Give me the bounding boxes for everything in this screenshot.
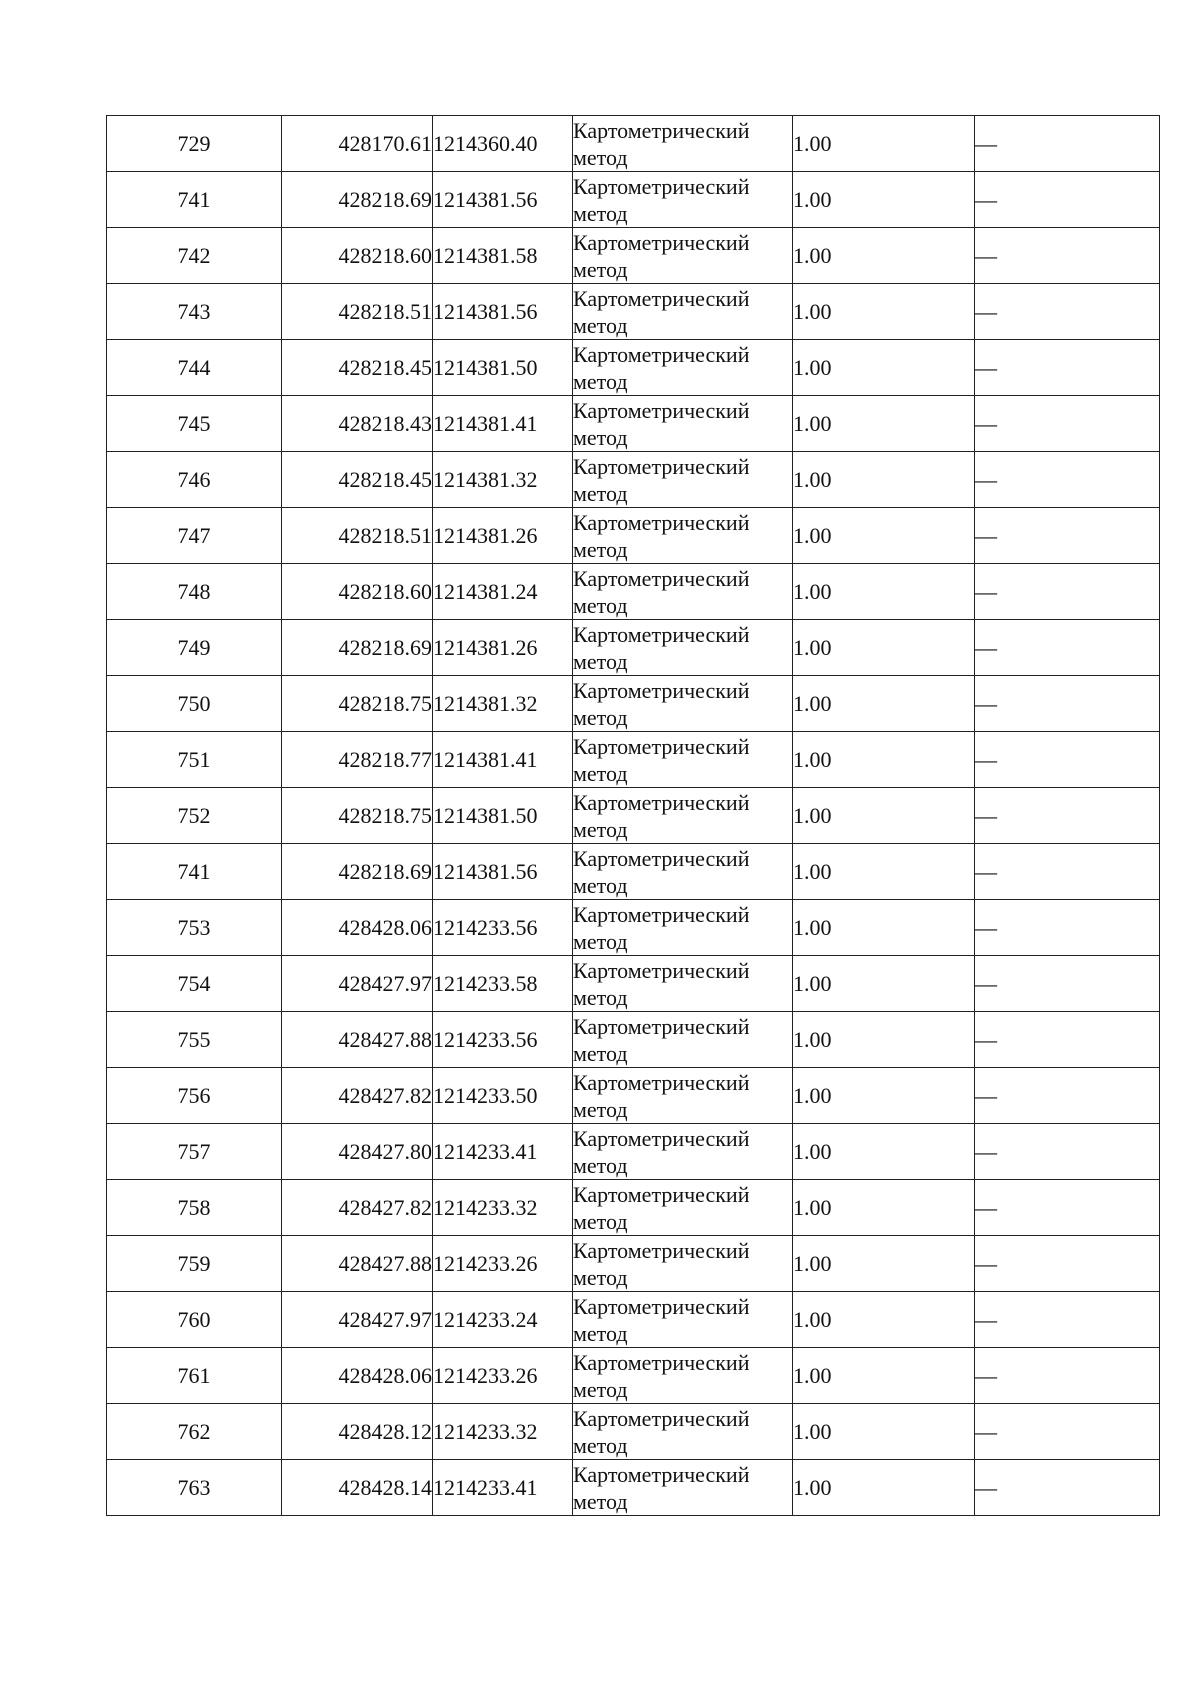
point-number-cell: 746 [107,452,282,508]
method-line-1: Картометрический [573,285,750,311]
y-coordinate-cell: 1214233.32 [433,1404,573,1460]
x-coordinate-cell: 428427.80 [282,1124,433,1180]
y-coordinate-cell: 1214381.24 [433,564,573,620]
dash-mark: — [975,523,997,548]
method-line-2: метод [573,312,628,338]
accuracy-cell: 1.00 [793,1180,975,1236]
description-cell [975,900,1160,956]
y-coordinate-cell: 1214381.41 [433,396,573,452]
method-line-1: Картометрический [573,453,750,479]
point-number-cell: 744 [107,340,282,396]
dash-mark: — [975,1195,997,1220]
accuracy-cell: 1.00 [793,956,975,1012]
table-row [107,1404,1160,1460]
accuracy-cell: 1.00 [793,1348,975,1404]
x-coordinate-cell: 428428.14 [282,1460,433,1516]
point-number-cell: 756 [107,1068,282,1124]
method-cell [573,1292,793,1348]
method-line-1: Картометрический [573,1125,750,1151]
point-number-cell: 755 [107,1012,282,1068]
y-coordinate-cell: 1214233.41 [433,1460,573,1516]
x-coordinate-cell: 428218.69 [282,172,433,228]
description-cell [975,116,1160,172]
y-coordinate-cell: 1214381.58 [433,228,573,284]
method-cell [573,1348,793,1404]
method-line-2: метод [573,592,628,618]
coordinates-table [106,115,1160,1516]
accuracy-cell: 1.00 [793,172,975,228]
method-line-1: Картометрический [573,1069,750,1095]
x-coordinate-cell: 428218.77 [282,732,433,788]
x-coordinate-cell: 428428.06 [282,1348,433,1404]
point-number-cell: 751 [107,732,282,788]
y-coordinate-cell: 1214233.32 [433,1180,573,1236]
point-number-cell: 763 [107,1460,282,1516]
table-row [107,564,1160,620]
description-cell [975,1236,1160,1292]
table-row [107,788,1160,844]
method-line-2: метод [573,648,628,674]
method-cell [573,172,793,228]
point-number-cell: 729 [107,116,282,172]
description-cell [975,284,1160,340]
accuracy-cell: 1.00 [793,1012,975,1068]
table-row [107,620,1160,676]
point-number-cell: 761 [107,1348,282,1404]
x-coordinate-cell: 428170.61 [282,116,433,172]
dash-mark: — [975,803,997,828]
table-row [107,956,1160,1012]
point-number-cell: 750 [107,676,282,732]
table-row [107,452,1160,508]
coordinates-table-body [107,116,1160,1516]
method-line-1: Картометрический [573,509,750,535]
y-coordinate-cell: 1214381.56 [433,172,573,228]
table-row [107,732,1160,788]
x-coordinate-cell: 428428.06 [282,900,433,956]
method-line-2: метод [573,368,628,394]
method-cell [573,508,793,564]
x-coordinate-cell: 428427.88 [282,1236,433,1292]
x-coordinate-cell: 428218.45 [282,452,433,508]
accuracy-cell: 1.00 [793,1292,975,1348]
method-line-2: метод [573,928,628,954]
dash-mark: — [975,1027,997,1052]
x-coordinate-cell: 428427.82 [282,1068,433,1124]
accuracy-cell: 1.00 [793,452,975,508]
method-line-2: метод [573,1376,628,1402]
dash-mark: — [975,1251,997,1276]
table-row [107,1068,1160,1124]
dash-mark: — [975,299,997,324]
x-coordinate-cell: 428218.43 [282,396,433,452]
description-cell [975,228,1160,284]
dash-mark: — [975,1475,997,1500]
method-cell [573,340,793,396]
x-coordinate-cell: 428218.51 [282,508,433,564]
point-number-cell: 749 [107,620,282,676]
method-cell [573,732,793,788]
method-line-2: метод [573,984,628,1010]
description-cell [975,732,1160,788]
method-line-1: Картометрический [573,229,750,255]
method-cell [573,564,793,620]
dash-mark: — [975,747,997,772]
table-row [107,228,1160,284]
method-line-2: метод [573,200,628,226]
point-number-cell: 741 [107,844,282,900]
accuracy-cell: 1.00 [793,1236,975,1292]
dash-mark: — [975,859,997,884]
dash-mark: — [975,187,997,212]
method-cell [573,116,793,172]
dash-mark: — [975,1139,997,1164]
accuracy-cell: 1.00 [793,620,975,676]
method-line-1: Картометрический [573,957,750,983]
x-coordinate-cell: 428218.45 [282,340,433,396]
method-cell [573,1460,793,1516]
accuracy-cell: 1.00 [793,788,975,844]
accuracy-cell: 1.00 [793,116,975,172]
accuracy-cell: 1.00 [793,1460,975,1516]
x-coordinate-cell: 428218.75 [282,676,433,732]
description-cell [975,1404,1160,1460]
method-line-1: Картометрический [573,733,750,759]
method-line-2: метод [573,1488,628,1514]
method-line-1: Картометрический [573,621,750,647]
method-cell [573,1180,793,1236]
method-line-1: Картометрический [573,789,750,815]
dash-mark: — [975,411,997,436]
description-cell [975,452,1160,508]
table-row [107,1180,1160,1236]
x-coordinate-cell: 428428.12 [282,1404,433,1460]
point-number-cell: 742 [107,228,282,284]
accuracy-cell: 1.00 [793,676,975,732]
table-row [107,1292,1160,1348]
method-cell [573,844,793,900]
x-coordinate-cell: 428218.69 [282,844,433,900]
x-coordinate-cell: 428427.82 [282,1180,433,1236]
description-cell [975,396,1160,452]
table-row [107,508,1160,564]
description-cell [975,620,1160,676]
method-line-1: Картометрический [573,1461,750,1487]
method-line-1: Картометрический [573,173,750,199]
method-line-2: метод [573,1152,628,1178]
dash-mark: — [975,1363,997,1388]
method-line-1: Картометрический [573,845,750,871]
dash-mark: — [975,131,997,156]
method-line-2: метод [573,1320,628,1346]
table-row [107,844,1160,900]
description-cell [975,564,1160,620]
point-number-cell: 760 [107,1292,282,1348]
x-coordinate-cell: 428218.69 [282,620,433,676]
y-coordinate-cell: 1214233.41 [433,1124,573,1180]
description-cell [975,844,1160,900]
accuracy-cell: 1.00 [793,1124,975,1180]
y-coordinate-cell: 1214381.26 [433,508,573,564]
description-cell [975,1292,1160,1348]
dash-mark: — [975,971,997,996]
x-coordinate-cell: 428427.97 [282,1292,433,1348]
dash-mark: — [975,579,997,604]
dash-mark: — [975,1307,997,1332]
table-row [107,1124,1160,1180]
method-line-1: Картометрический [573,117,750,143]
y-coordinate-cell: 1214381.50 [433,340,573,396]
point-number-cell: 745 [107,396,282,452]
method-cell [573,284,793,340]
dash-mark: — [975,1083,997,1108]
table-row [107,1236,1160,1292]
method-cell [573,620,793,676]
point-number-cell: 759 [107,1236,282,1292]
dash-mark: — [975,355,997,380]
method-line-2: метод [573,536,628,562]
method-line-1: Картометрический [573,1405,750,1431]
table-row [107,676,1160,732]
accuracy-cell: 1.00 [793,844,975,900]
point-number-cell: 757 [107,1124,282,1180]
table-row [107,284,1160,340]
point-number-cell: 747 [107,508,282,564]
method-cell [573,396,793,452]
method-cell [573,1236,793,1292]
description-cell [975,1180,1160,1236]
y-coordinate-cell: 1214233.26 [433,1236,573,1292]
y-coordinate-cell: 1214233.56 [433,1012,573,1068]
accuracy-cell: 1.00 [793,1404,975,1460]
method-line-1: Картометрический [573,1293,750,1319]
method-line-2: метод [573,872,628,898]
accuracy-cell: 1.00 [793,1068,975,1124]
y-coordinate-cell: 1214233.50 [433,1068,573,1124]
method-line-1: Картометрический [573,1013,750,1039]
x-coordinate-cell: 428218.60 [282,564,433,620]
method-line-2: метод [573,256,628,282]
y-coordinate-cell: 1214381.50 [433,788,573,844]
method-cell [573,1124,793,1180]
description-cell [975,956,1160,1012]
table-row [107,172,1160,228]
table-row [107,396,1160,452]
accuracy-cell: 1.00 [793,900,975,956]
y-coordinate-cell: 1214233.26 [433,1348,573,1404]
method-cell [573,452,793,508]
x-coordinate-cell: 428427.97 [282,956,433,1012]
y-coordinate-cell: 1214381.41 [433,732,573,788]
description-cell [975,340,1160,396]
accuracy-cell: 1.00 [793,564,975,620]
description-cell [975,788,1160,844]
accuracy-cell: 1.00 [793,508,975,564]
method-cell [573,1068,793,1124]
y-coordinate-cell: 1214360.40 [433,116,573,172]
method-line-2: метод [573,424,628,450]
y-coordinate-cell: 1214381.32 [433,676,573,732]
table-row [107,900,1160,956]
method-cell [573,676,793,732]
point-number-cell: 752 [107,788,282,844]
y-coordinate-cell: 1214233.24 [433,1292,573,1348]
point-number-cell: 743 [107,284,282,340]
accuracy-cell: 1.00 [793,396,975,452]
x-coordinate-cell: 428427.88 [282,1012,433,1068]
method-line-2: метод [573,480,628,506]
method-line-2: метод [573,1432,628,1458]
x-coordinate-cell: 428218.60 [282,228,433,284]
description-cell [975,1012,1160,1068]
table-row [107,1460,1160,1516]
dash-mark: — [975,1419,997,1444]
table-row [107,1348,1160,1404]
description-cell [975,676,1160,732]
point-number-cell: 753 [107,900,282,956]
method-line-2: метод [573,1208,628,1234]
point-number-cell: 741 [107,172,282,228]
method-line-2: метод [573,816,628,842]
method-cell [573,956,793,1012]
method-line-2: метод [573,760,628,786]
method-line-2: метод [573,704,628,730]
method-cell [573,228,793,284]
accuracy-cell: 1.00 [793,228,975,284]
x-coordinate-cell: 428218.75 [282,788,433,844]
method-line-2: метод [573,1264,628,1290]
y-coordinate-cell: 1214233.58 [433,956,573,1012]
description-cell [975,1124,1160,1180]
table-row [107,340,1160,396]
method-line-1: Картометрический [573,565,750,591]
point-number-cell: 762 [107,1404,282,1460]
x-coordinate-cell: 428218.51 [282,284,433,340]
dash-mark: — [975,243,997,268]
y-coordinate-cell: 1214381.56 [433,844,573,900]
method-line-1: Картометрический [573,1237,750,1263]
description-cell [975,172,1160,228]
method-line-1: Картометрический [573,677,750,703]
dash-mark: — [975,635,997,660]
description-cell [975,1068,1160,1124]
accuracy-cell: 1.00 [793,284,975,340]
point-number-cell: 748 [107,564,282,620]
method-line-1: Картометрический [573,901,750,927]
method-cell [573,788,793,844]
accuracy-cell: 1.00 [793,340,975,396]
method-line-1: Картометрический [573,397,750,423]
y-coordinate-cell: 1214381.56 [433,284,573,340]
method-line-1: Картометрический [573,1349,750,1375]
description-cell [975,508,1160,564]
method-cell [573,1404,793,1460]
method-cell [573,900,793,956]
dash-mark: — [975,467,997,492]
y-coordinate-cell: 1214381.32 [433,452,573,508]
table-row [107,116,1160,172]
dash-mark: — [975,915,997,940]
description-cell [975,1460,1160,1516]
method-line-2: метод [573,1096,628,1122]
method-line-1: Картометрический [573,1181,750,1207]
y-coordinate-cell: 1214381.26 [433,620,573,676]
method-line-2: метод [573,144,628,170]
point-number-cell: 758 [107,1180,282,1236]
table-row [107,1012,1160,1068]
method-cell [573,1012,793,1068]
dash-mark: — [975,691,997,716]
accuracy-cell: 1.00 [793,732,975,788]
y-coordinate-cell: 1214233.56 [433,900,573,956]
method-line-2: метод [573,1040,628,1066]
method-line-1: Картометрический [573,341,750,367]
description-cell [975,1348,1160,1404]
point-number-cell: 754 [107,956,282,1012]
